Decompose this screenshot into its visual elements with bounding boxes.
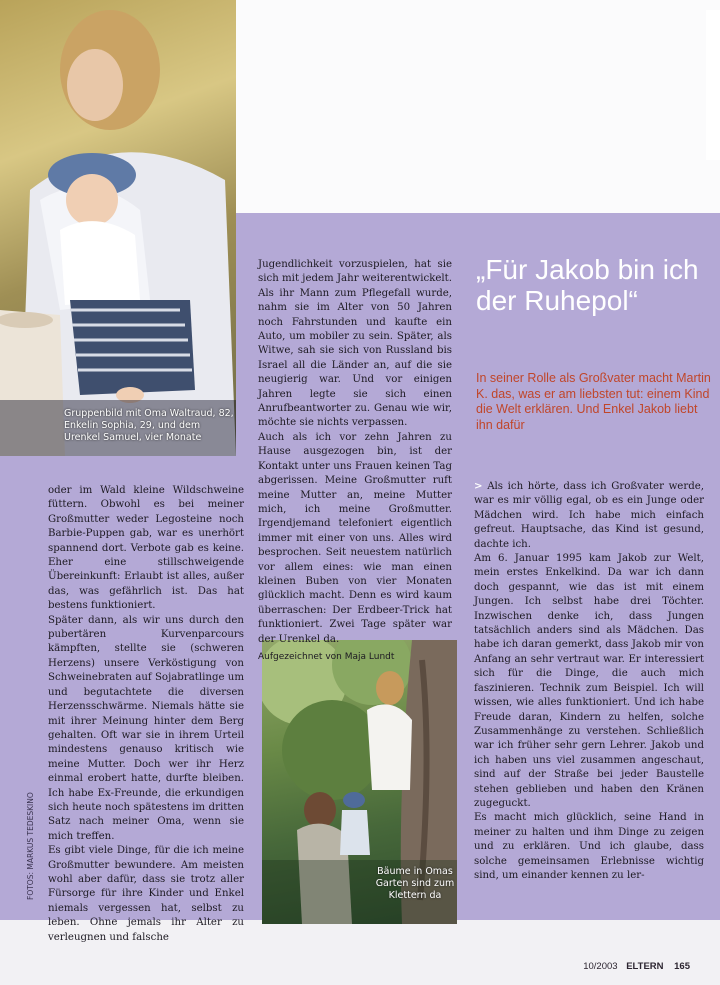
- family-photo: [0, 0, 236, 456]
- family-photo-illustration: [0, 0, 236, 456]
- column-3-text: Als ich hörte, dass ich Großvater werde, war es mir völlig egal, ob es ein Junge oder Mädchen wird. Ich habe mich einfach gefreut. Hauptsache, das Kind ist gesund, dachte ich. Am 6. Januar 1995 kam Jakob zur Welt, mein erstes Enkelkind. Da war ich dann doch gespannt, wie das ist mit einem Jungen. Ich selbst habe drei Töchter. Inzwischen denke ich, dass Jungen tatsächlich anders sind als Mädchen. Das habe ich daran gemerkt, dass Jakob mir von Anfang an sehr vertraut war. Er interessiert sich für die Dinge, die auch mich faszinieren. Technik zum Beispiel. Ich will wissen, wie alles funktioniert. Und ich habe Freude daran, Kindern zu helfen, solche Zusammenhänge zu verstehen. Schließlich war ich früher sehr gern Lehrer. Jakob und ich haben uns viel zusammen angeschaut, sind auf der Straße bei jeder Baustelle stehen geblieben und haben den Kränen zugeguckt. Es macht mich glücklich, seine Hand in meiner zu halten und ihm Dinge zu zeigen und zu erklären. Und ich glaube, dass solche gemeinsamen Erlebnisse wichtig sind, um einander kennen zu ler-: [474, 481, 704, 881]
- author-credit: Aufgezeichnet von Maja Lundt: [258, 651, 395, 662]
- article-subheadline: In seiner Rolle als Großvater macht Martin K. das, was er am liebsten tut: einem Kind die Welt erklären. Und Enkel Jakob liebt ihn dafür: [476, 371, 711, 432]
- photo-caption-bottom: Bäume in Omas Garten sind zum Klettern da: [375, 866, 455, 901]
- issue-number: 10/2003: [583, 961, 618, 972]
- article-headline: „Für Jakob bin ich der Ruhepol“: [476, 254, 699, 316]
- page-footer: [583, 961, 690, 972]
- magazine-name: ELTERN: [626, 961, 664, 972]
- column-1-text: oder im Wald kleine Wildschweine füttern. Obwohl es bei meiner Großmutter weder Legosteine noch Barbie-Puppen gab, war es unerhört spannend dort. Verbote gab es keine. Eher eine stillschweigende Übereinkunft: Erlaubt ist alles, außer das, was gefährlich ist. Das hat bestens funktioniert. Später dann, als wir uns durch den pubertären Kurvenparcours kämpften, stellte sie (schweren Herzens) unsere Verköstigung von Schweinebraten auf Sojabratlinge um und begutachtete die diversen Herzensschwärme. Niemals hätte sie mit ihrer Meinung hinter dem Berg gehalten. Oft war sie in ihrem Urteil mindestens genauso kritisch wie meine Mutter. Doch wer ihr Herz einmal erobert hatte, durfte bleiben. Ich habe Ex-Freunde, die erkundigen sich heute noch spätestens im dritten Satz nach meiner Oma, wenn sie mich treffen. Es gibt viele Dinge, für die ich meine Großmutter bewundere. Am meisten wohl aber dafür, dass sie trotz aller Fürsorge für ihre Kinder und Enkel niemals vergessen hat, selbst zu leben. Ohne jemals ihr Alter zu verleugnen und falsche: [48, 485, 244, 943]
- body-column-1: [48, 484, 244, 945]
- body-column-3: [474, 479, 704, 883]
- photo-credit: FOTOS: MARKUS TEDESKINO: [26, 792, 35, 900]
- garden-photo: [262, 640, 457, 924]
- bullet-marker-icon: >: [474, 480, 483, 492]
- body-column-2: [258, 258, 452, 664]
- column-2-text: Jugendlichkeit vorzuspielen, hat sie sich mit jedem Jahr weiterentwickelt. Als ihr Mann zum Pflegefall wurde, nahm sie im Alter von 50 Jahren noch Fahrstunden und kaufte ein Auto, um mobiler zu sein. Später, als Witwe, sah sie sich von Russland bis Israel all die Länder an, auf die sie neugierig war. Und vor einigen Jahren legte sie sich einen Anrufbeantworter zu. Genau wie wir, möchte sie nichts verpassen. Auch als ich vor zehn Jahren zu Hause ausgezogen bin, ist der Kontakt unter uns Frauen keinen Tag abgerissen. Meine Großmutter ruft meine Mutter an, meine Mutter mich, ich meine Großmutter. Irgendjemand telefoniert eigentlich immer mit einer von uns. Alles wird besprochen. Seit neuestem natürlich vor allem eines: wie man einen kleinen Buben von vier Monaten glücklich macht. Denn es wird kaum überraschen: Der Erdbeer-Trick hat funktioniert. Zwei Tage später war der Urenkel da.: [258, 259, 452, 645]
- top-blank-area: [236, 0, 720, 213]
- photo-caption-top: Gruppenbild mit Oma Waltraud, 82, Enkelin Sophia, 29, und dem Urenkel Samuel, vier Monate: [64, 408, 234, 443]
- page-number: 165: [674, 961, 690, 972]
